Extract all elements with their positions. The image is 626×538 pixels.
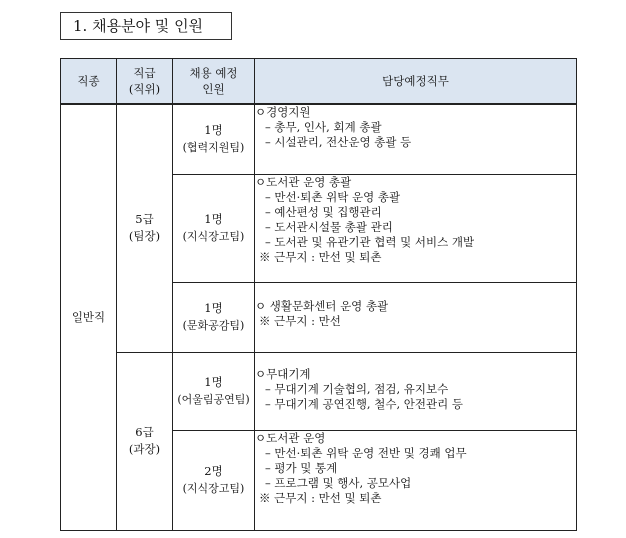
header-grade-line2: (직위) xyxy=(128,82,161,96)
grade-cell-6 xyxy=(117,352,173,530)
duties-cell xyxy=(255,430,577,530)
duty-item: – 평가 및 통계 xyxy=(265,460,338,475)
headcount-value: 1명 xyxy=(204,375,223,389)
duty-item: – 총무, 인사, 회계 총괄 xyxy=(265,120,382,134)
header-row xyxy=(61,59,577,105)
duty-note: ※ 근무지 : 만선 및 퇴촌 xyxy=(259,249,382,264)
headcount-cell xyxy=(173,104,255,174)
duty-heading: ㅇ무대기계 xyxy=(255,366,311,381)
team-name: (지식장고팀) xyxy=(182,482,245,495)
headcount-value: 1명 xyxy=(204,123,223,138)
team-name: (어울림공연팀) xyxy=(177,393,250,406)
job-type-cell: 일반직 xyxy=(61,104,117,530)
duties-cell xyxy=(255,174,577,282)
headcount-value: 2명 xyxy=(204,464,223,478)
grade-position: (과장) xyxy=(128,442,161,456)
duty-item: – 시설관리, 전산운영 총괄 등 xyxy=(265,135,412,149)
headcount-cell xyxy=(173,352,255,430)
duty-note: ※ 근무지 : 만선 xyxy=(259,313,341,328)
header-grade-line1: 직급 xyxy=(133,66,156,80)
header-duties: 담당예정직무 xyxy=(255,59,577,105)
header-headcount-line2: 인원 xyxy=(202,82,225,96)
header-grade xyxy=(117,59,173,105)
duties-cell xyxy=(255,104,577,174)
grade-label: 6급 xyxy=(135,425,154,439)
duty-note: ※ 근무지 : 만선 및 퇴촌 xyxy=(259,490,382,505)
duty-item: – 무대기계 공연진행, 철수, 안전관리 등 xyxy=(265,396,463,411)
table-row xyxy=(61,352,577,430)
section-title: 1. 채용분야 및 인원 xyxy=(60,12,232,40)
table-row xyxy=(61,104,577,174)
duty-item: – 예산편성 및 집행관리 xyxy=(265,204,382,219)
duties-cell xyxy=(255,352,577,430)
duty-heading: ㅇ도서관 운영 총괄 xyxy=(255,174,352,189)
duties-cell xyxy=(255,282,577,352)
duty-item: – 만선·퇴촌 위탁 운영 전반 및 경쾌 업무 xyxy=(265,445,467,460)
headcount-cell xyxy=(173,430,255,530)
grade-label: 5급 xyxy=(135,212,154,227)
team-name: (지식장고팀) xyxy=(182,230,245,243)
header-job-type: 직종 xyxy=(61,59,117,105)
duty-item: – 무대기계 기술협의, 점검, 유지보수 xyxy=(265,381,449,396)
team-name: (협력지원팀) xyxy=(182,141,245,155)
grade-position: (팀장) xyxy=(128,229,161,244)
grade-cell-5 xyxy=(117,104,173,352)
duty-heading: ㅇ도서관 운영 xyxy=(255,430,326,445)
duty-item: – 도서관 및 유관기관 협력 및 서비스 개발 xyxy=(265,234,475,249)
duty-heading: ㅇ 생활문화센터 운영 총괄 xyxy=(255,298,389,313)
headcount-cell xyxy=(173,174,255,282)
header-headcount xyxy=(173,59,255,105)
duty-item: – 도서관시설물 총괄 관리 xyxy=(265,219,393,234)
team-name: (문화공감팀) xyxy=(182,319,245,332)
headcount-value: 1명 xyxy=(204,212,223,226)
duty-item: – 프로그램 및 행사, 공모사업 xyxy=(265,475,412,490)
header-headcount-line1: 채용 예정 xyxy=(189,66,238,80)
recruitment-table xyxy=(60,58,577,531)
headcount-cell xyxy=(173,282,255,352)
duty-item: – 만선·퇴촌 위탁 운영 총괄 xyxy=(265,189,401,204)
duty-heading: ㅇ경영지원 xyxy=(255,105,311,119)
headcount-value: 1명 xyxy=(204,301,223,315)
